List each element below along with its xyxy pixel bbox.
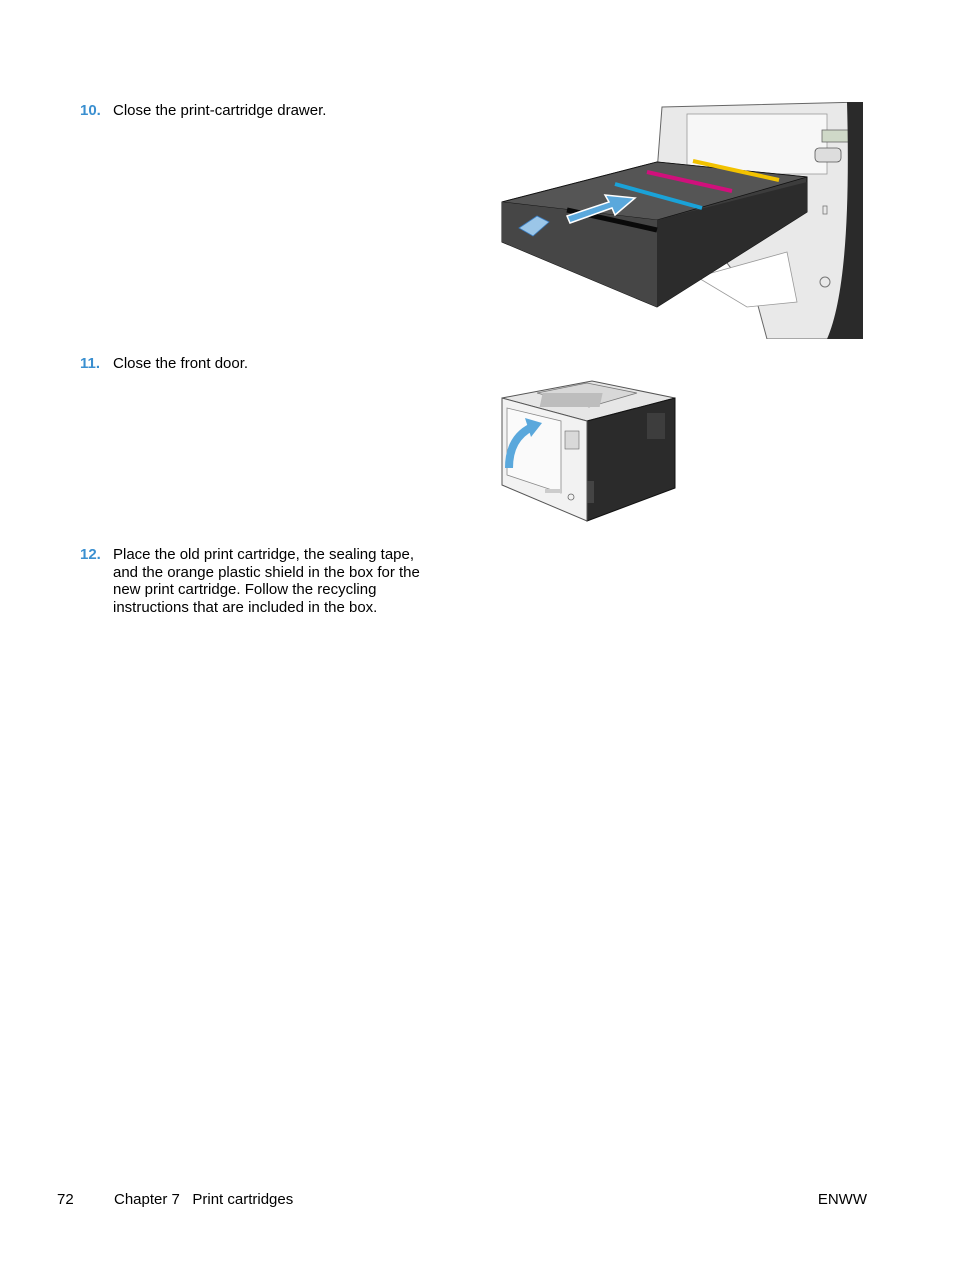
cartridge-drawer-illustration xyxy=(497,102,863,339)
step-number: 10. xyxy=(80,102,101,119)
step-number: 12. xyxy=(80,546,101,563)
step-number: 11. xyxy=(80,355,101,372)
printer-front-door-illustration xyxy=(497,363,677,523)
footer-label: ENWW xyxy=(817,1191,867,1208)
step-11 xyxy=(80,355,440,373)
step-text: Close the print-cartridge drawer. xyxy=(113,102,327,119)
step-10 xyxy=(80,102,440,120)
step-text: Place the old print cartridge, the sealing tape, and the orange plastic shield in the box for the new print cartridge. Follow the recycling instructions that are included in the box. xyxy=(113,546,420,616)
step-text: Close the front door. xyxy=(113,355,249,372)
chapter-title: Chapter 7 Print cartridges xyxy=(114,1191,294,1208)
step-12 xyxy=(80,546,440,616)
page-number: 72 xyxy=(57,1191,74,1208)
